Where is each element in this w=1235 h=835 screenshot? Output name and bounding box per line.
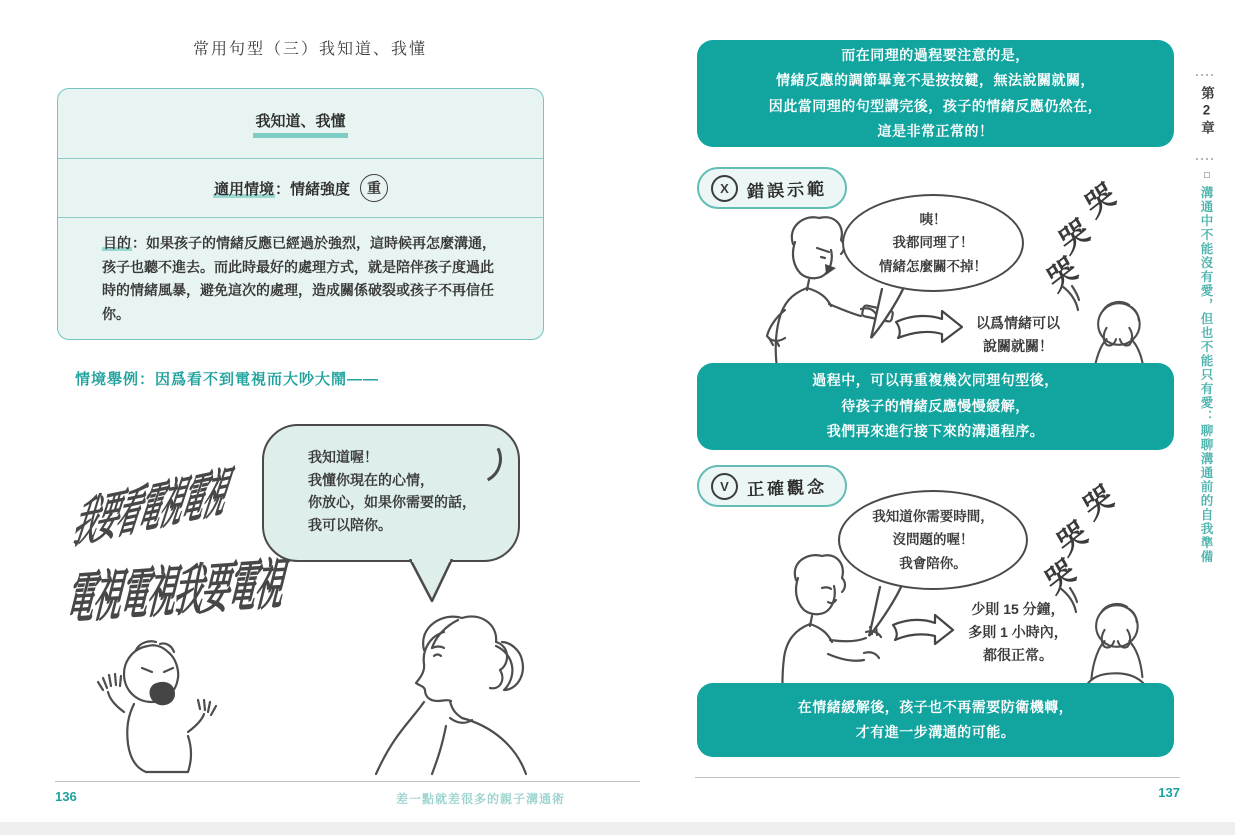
yelling-child-illustration [90,628,250,778]
screaming-text-line1: 我要看電視電視 [66,462,238,557]
sidebar-bullet [1204,172,1210,178]
cry-text: 哭 [1080,177,1121,225]
footer-rule-right [695,777,1180,778]
bubble-line: 情緒怎麼關不掉！ [879,258,987,274]
callout-line: 因此當同理的句型講完後，孩子的情緒反應仍然在， [768,97,1103,114]
callout-line: 在情緒緩解後，孩子也不再需要防衛機轉， [797,698,1074,715]
wrong-example-label: 錯誤示範 [746,179,828,201]
callout-line: 而在同理的過程要注意的是， [841,46,1030,63]
card-heading: 我知道、我懂 [253,110,347,138]
cry-text: 哭 [1052,515,1093,563]
note-line: 少則 15 分鐘， [971,601,1065,617]
intensity-heavy-badge: 重 [360,174,388,202]
sidebar-dashed-divider [1196,158,1216,160]
cry-text: 哭 [1054,213,1095,261]
context-label: 適用情境 [213,180,274,198]
callout-line: 過程中，可以再重複幾次同理句型後， [812,372,1059,389]
purpose-text: ：如果孩子的情緒反應已經過於強烈，這時候再怎麼溝通，孩子也聽不進去。而此時最好的處理方式，就是陪伴孩子度過此時的情緒風暴，避免這次的處理，造成關係破裂或孩子不再信任你。 [102,235,496,322]
sentence-pattern-card [57,88,544,340]
mother-illustration [358,606,548,778]
card-heading-row [58,89,543,159]
wrong-speech-bubble [842,194,1024,292]
crying-cluster-bottom [1038,474,1158,694]
bubble-line: 咦！ [919,212,947,228]
page-bottom-edge [0,822,1235,835]
page-number-right: 137 [1158,785,1180,800]
screaming-text-line2: 電視電視我要電視 [61,554,293,632]
wrong-example-badge [697,167,847,209]
parent-speech-bubble [262,424,520,562]
purpose-label: 目的 [103,235,131,251]
crying-cluster-top [1040,172,1160,392]
footer-rule-left [55,781,640,782]
bubble-line: 我知道你需要時間， [872,509,994,525]
card-context-row [58,159,543,218]
card-purpose-row [58,218,543,326]
page-number-left: 136 [55,789,77,804]
chapter-label: 第2章 [1199,86,1214,137]
page-title: 常用句型（三）我知道、我懂 [193,41,428,58]
context-line [213,178,350,199]
chapter-subtitle: 溝通中不能沒有愛，但也不能只有愛：聊聊溝通前的自我準備 [1199,186,1213,564]
note-line: 以爲情緒可以 [976,315,1060,331]
speech-bubble-tail [408,559,454,605]
callout-line: 我們再來進行接下來的溝通程序。 [826,423,1045,440]
bubble-line: 我可以陪你。 [308,517,392,534]
note-line: 說關就關！ [983,338,1053,355]
cry-text: 哭 [1040,553,1081,601]
bubble-line: 我都同理了！ [892,235,974,251]
book-title-footer: 差一點就差很多的親子溝通術 [395,792,565,806]
callout-line: 情緒反應的調節畢竟不是按按鍵，無法說關就關， [776,72,1095,89]
sidebar-dashed-divider [1196,74,1216,76]
bubble-line: 我會陪你。 [899,555,967,571]
hand-drawn-arrow-icon [890,612,956,650]
note-line: 都很正常。 [983,647,1053,664]
cry-text: 哭 [1078,479,1119,527]
correct-concept-label: 正確觀念 [746,477,828,499]
callout-line: 才有進一步溝通的可能。 [855,724,1016,740]
callout-conclusion [697,683,1174,757]
bubble-line: 你放心，如果你需要的話， [308,494,476,511]
callout-line: 這是非常正常的！ [877,122,994,139]
v-circle-icon: V [711,473,738,500]
bubble-line: 我知道喔！ [308,449,378,465]
callout-line: 待孩子的情緒反應慢慢緩解， [841,397,1030,414]
x-circle-icon: X [711,175,738,202]
context-value: ：情緒強度 [275,180,351,198]
callout-repeat-note [697,363,1174,450]
example-heading: 情境舉例：因爲看不到電視而大吵大鬧—— [75,371,380,388]
cry-text: 哭 [1042,251,1083,299]
correct-concept-badge [697,465,847,507]
bubble-line: 沒問題的喔！ [892,532,974,548]
bubble-line: 我懂你現在的心情， [308,471,434,488]
crying-child-illustration [1070,592,1160,696]
note-line: 多則 1 小時內， [968,624,1068,641]
callout-empathy-note [697,40,1174,147]
